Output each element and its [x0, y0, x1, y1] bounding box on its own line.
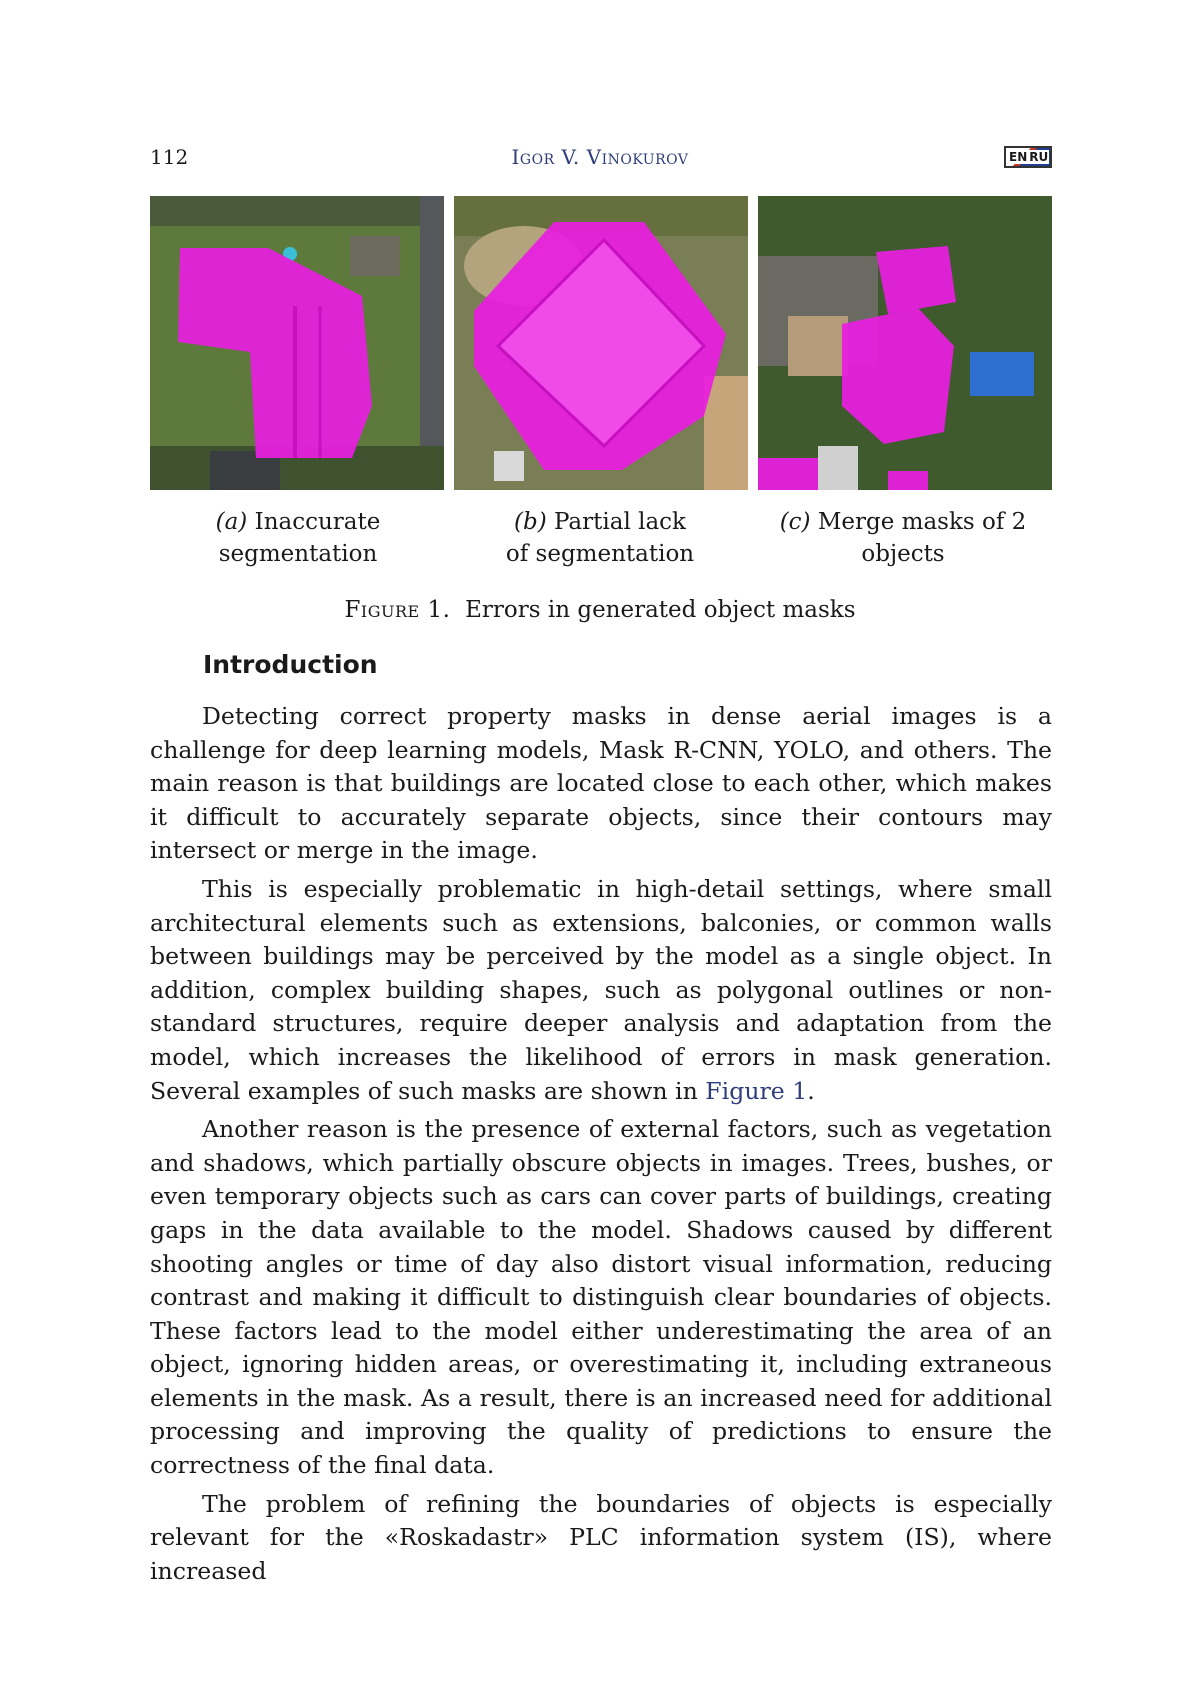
subfigure-b-image	[454, 196, 748, 490]
running-title: Igor V. Vinokurov	[511, 145, 689, 169]
figure-label: Figure 1.	[344, 597, 451, 623]
page-number: 112	[150, 145, 189, 169]
figure-caption	[0, 597, 1200, 623]
mask-c-top	[876, 246, 956, 314]
language-switch-badge[interactable]	[1004, 146, 1052, 168]
paragraph-1: Detecting correct property masks in dense aerial images is a challenge for deep learning models, Mask R-CNN, YOLO, and others. The main reason is that buildings are located close to each other, which makes it difficult to accurately separate objects, since their contours may intersect or merge in the image.	[150, 702, 1052, 865]
subfigure-b-caption: (b) Partial lack of segmentation	[505, 509, 695, 567]
subfigure-a-image	[150, 196, 444, 490]
section-heading: Introduction	[203, 650, 378, 679]
lang-en-label: EN	[1009, 150, 1028, 164]
paragraph-4: The problem of refining the boundaries of objects is especially relevant for the «Roskadastr» PLC information system (IS), where increased	[150, 1489, 1052, 1585]
figure-1-link[interactable]: Figure 1	[705, 1076, 808, 1105]
lang-ru-label: RU	[1029, 150, 1049, 164]
figure-title: Errors in generated object masks	[465, 597, 856, 623]
body-text	[150, 700, 1052, 1593]
subfigure-c-image	[758, 196, 1052, 490]
paragraph-2: This is especially problematic in high-detail settings, where small architectural elements such as extensions, balconies, or common walls between buildings may be perceived by the model as a single object. In addition, complex building shapes, such as polygonal outlines or non-standard structures, require deeper analysis and adaptation from the model, which increases the likelihood of errors in mask generation. Several examples of such masks are shown in Figure 1.	[150, 874, 1052, 1105]
paragraph-3: Another reason is the presence of external factors, such as vegetation and shadows, which partially obscure objects in images. Trees, bushes, or even temporary objects such as cars can cover parts of buildings, creating gaps in the data available to the model. Shadows caused by different shooting angles or time of day also distort visual information, reducing contrast and making it difficult to distinguish clear boundaries of objects. These factors lead to the model either underestimating the area of an object, ignoring hidden areas, or overestimating it, including extraneous elements in the mask. As a result, there is an increased need for additional processing and improving the quality of predictions to ensure the correctness of the final data.	[150, 1115, 1052, 1480]
figure-1	[150, 196, 1052, 490]
subfigure-a-caption: (a) Inaccurate segmentation	[215, 509, 381, 567]
subfigure-c-caption: (c) Merge masks of 2 objects	[779, 509, 1027, 567]
